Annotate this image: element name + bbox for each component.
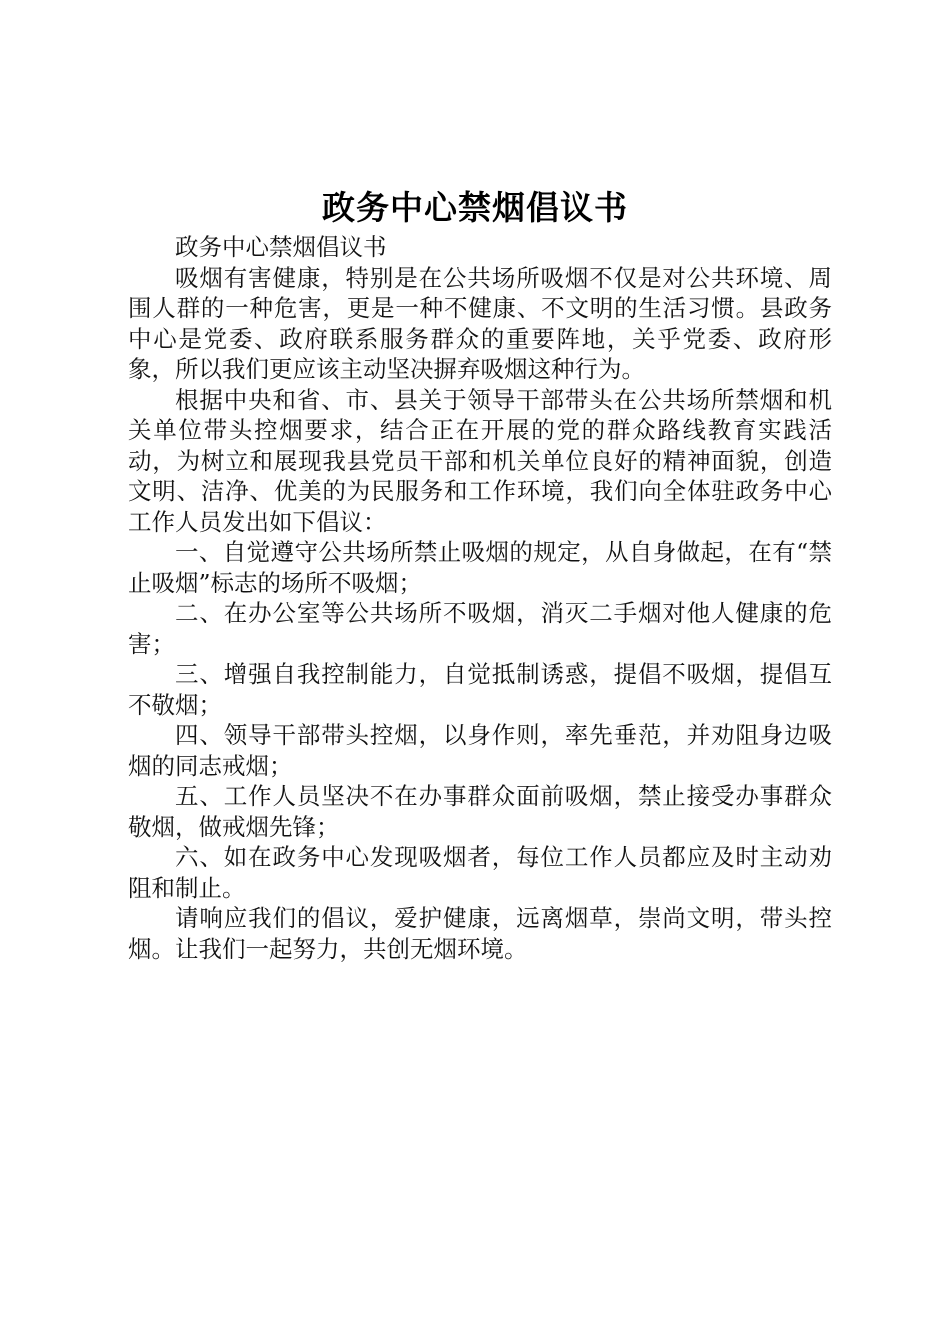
document-title: 政务中心禁烟倡议书 [322, 188, 628, 227]
paragraph-basis: 根据中央和省、市、县关于领导干部带头在公共场所禁烟和机关单位带头控烟要求，结合正在开展的党的群众路线教育实践活动，为树立和展现我县党员干部和机关单位良好的精神面貌，创造文明、洁净、优美的为民服务和工作环境，我们向全体驻政务中心工作人员发出如下倡议： [128, 385, 832, 536]
paragraph-item-4: 四、领导干部带头控烟，以身作则，率先垂范，并劝阻身边吸烟的同志戒烟； [128, 721, 832, 780]
paragraph-item-2: 二、在办公室等公共场所不吸烟，消灭二手烟对他人健康的危害； [128, 599, 832, 658]
paragraph-subtitle: 政务中心禁烟倡议书 [175, 233, 387, 261]
paragraph-item-1: 一、自觉遵守公共场所禁止吸烟的规定，从自身做起，在有“禁止吸烟”标志的场所不吸烟； [128, 538, 832, 597]
paragraph-closing: 请响应我们的倡议，爱护健康，远离烟草，崇尚文明，带头控烟。让我们一起努力，共创无烟环境。 [128, 904, 832, 963]
paragraph-intro: 吸烟有害健康，特别是在公共场所吸烟不仅是对公共环境、周围人群的一种危害，更是一种不健康、不文明的生活习惯。县政务中心是党委、政府联系服务群众的重要阵地，关乎党委、政府形象，所以我们更应该主动坚决摒弃吸烟这种行为。 [128, 263, 832, 383]
document-body [128, 232, 832, 964]
paragraph-item-3: 三、增强自我控制能力，自觉抵制诱惑，提倡不吸烟，提倡互不敬烟； [128, 660, 832, 719]
paragraph-item-5: 五、工作人员坚决不在办事群众面前吸烟，禁止接受办事群众敬烟，做戒烟先锋； [128, 782, 832, 841]
paragraph-item-6: 六、如在政务中心发现吸烟者，每位工作人员都应及时主动劝阻和制止。 [128, 843, 832, 902]
